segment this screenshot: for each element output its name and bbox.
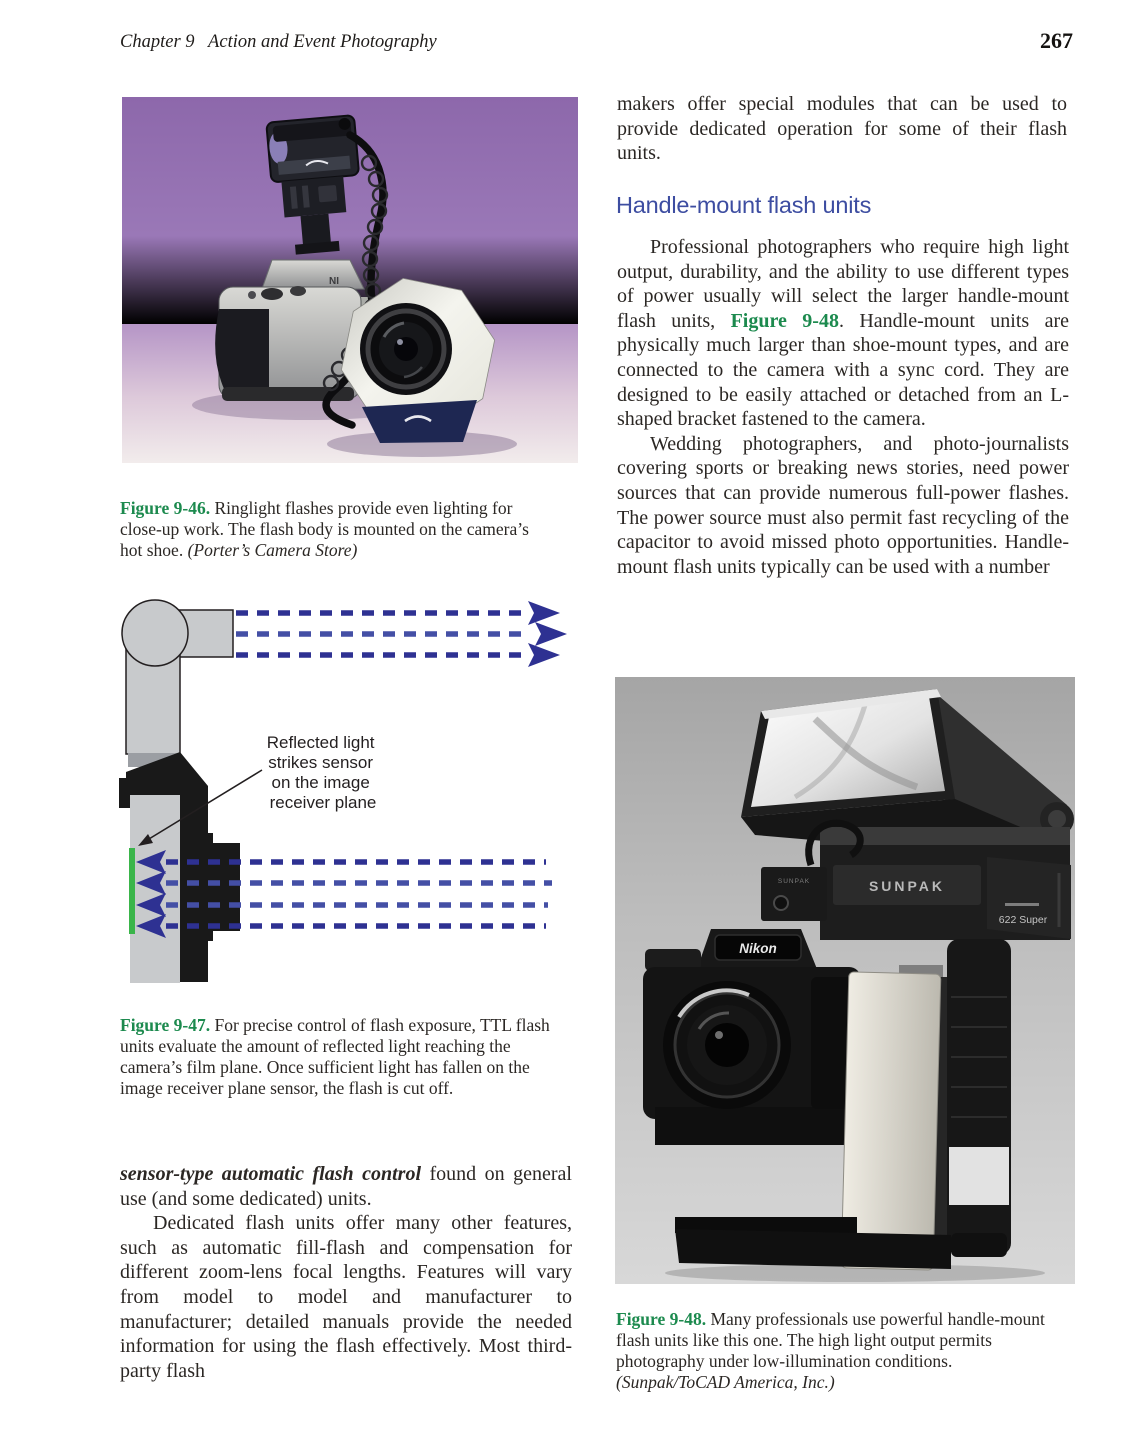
text-segment: Ringlight flashes provide even lighting for close-up work. The flash body is mounted on the camera’s hot shoe. (120, 497, 529, 560)
figure-9-48-caption (616, 1309, 1066, 1393)
section-heading: Handle-mount flash units (616, 192, 872, 218)
text-segment: Figure 9-46. (120, 497, 211, 518)
text-segment: found on general use (and some dedicated) units. (120, 1163, 572, 1210)
flash-brand-label: SUNPAK (868, 878, 946, 894)
module-brand-label: SUNPAK (777, 878, 811, 885)
paragraph (617, 235, 1069, 432)
sensor-callout-text: Reflected light strikes sensor on the image receiver plane (266, 733, 377, 812)
text-segment: Professional photographers who require high light output, durability, and the ability to use different types of power usually will select the larger handle-mount flash units, (617, 236, 1069, 332)
paragraph: Wedding photographers, and photo-journalists covering sports or breaking news stories, need power sources that can provide numerous full-power flashes. The power source must also permit fast recycling of the capacitor to avoid missed photo opportunities. Handle-mount flash units typically can be used with a number (617, 432, 1069, 578)
flash-head (122, 600, 188, 666)
page-number: 267 (1040, 28, 1073, 53)
flash-unit-shape (122, 600, 233, 767)
camera-partial-logo: NI (329, 276, 339, 287)
figure-9-47-diagram (118, 590, 583, 992)
text-segment: Figure 9-48. (616, 1308, 707, 1329)
figure-9-47-caption (120, 1015, 557, 1099)
figure-9-48-photo (615, 677, 1075, 1284)
remote-sensor-module (761, 867, 827, 921)
text-segment: Figure 9-47. (120, 1014, 211, 1035)
text-segment: For precise control of flash exposure, TTL flash units evaluate the amount of reflected light reaching the camera’s film plane. Once sufficient light has fallen on the image receiver plane sensor, the flash is cut off. (120, 1014, 550, 1098)
text-segment: (Sunpak/ToCAD America, Inc.) (616, 1371, 835, 1392)
text-segment: . Handle-mount units are physically much larger than shoe-mount types, and are connected to the camera with a sync cord. They are designed to be easily attached or detached from an L-shaped bracket fastened to the camera. (617, 309, 1070, 431)
left-column-body (120, 1162, 572, 1383)
image-receiver-sensor (129, 848, 135, 934)
handle-white-band (949, 1147, 1009, 1205)
flash-handle (947, 939, 1011, 1257)
ttl-flash-diagram (118, 590, 583, 992)
paragraph: Dedicated flash units offer many other features, such as automatic fill-flash and compensation for different zoom-lens focal lengths. Features will vary from model to model and manufacturer to manufacturer; detailed manuals provide the needed information for using the flash effectively. Most third-party flash (120, 1212, 572, 1382)
emitted-light-arrows (236, 601, 567, 667)
camera-brand-label: Nikon (739, 941, 777, 956)
text-segment: sensor-type automatic flash control (120, 1163, 422, 1185)
right-column-body (617, 235, 1069, 579)
text-segment: Figure 9-48 (730, 309, 839, 332)
ringlight-photo-illustration (122, 97, 578, 463)
flash-model-label: 622 Super (998, 914, 1048, 926)
figure-9-46-caption (120, 498, 550, 561)
figure-9-46-photo (122, 97, 578, 463)
handle-mount-photo-illustration (615, 677, 1075, 1284)
text-segment: (Porter’s Camera Store) (187, 539, 358, 560)
right-column-intro (617, 92, 1067, 166)
ring-control-housing (362, 400, 477, 443)
paragraph: makers offer special modules that can be used to provide dedicated operation for some of their flash units. (617, 93, 1067, 165)
paragraph (120, 1162, 572, 1211)
running-header-chapter: Chapter 9 Action and Event Photography (120, 32, 437, 52)
text-segment: Many professionals use powerful handle-mount flash units like this one. The high light output permits photography under low-illumination conditions. (616, 1308, 1045, 1371)
camera-shape (119, 752, 240, 983)
